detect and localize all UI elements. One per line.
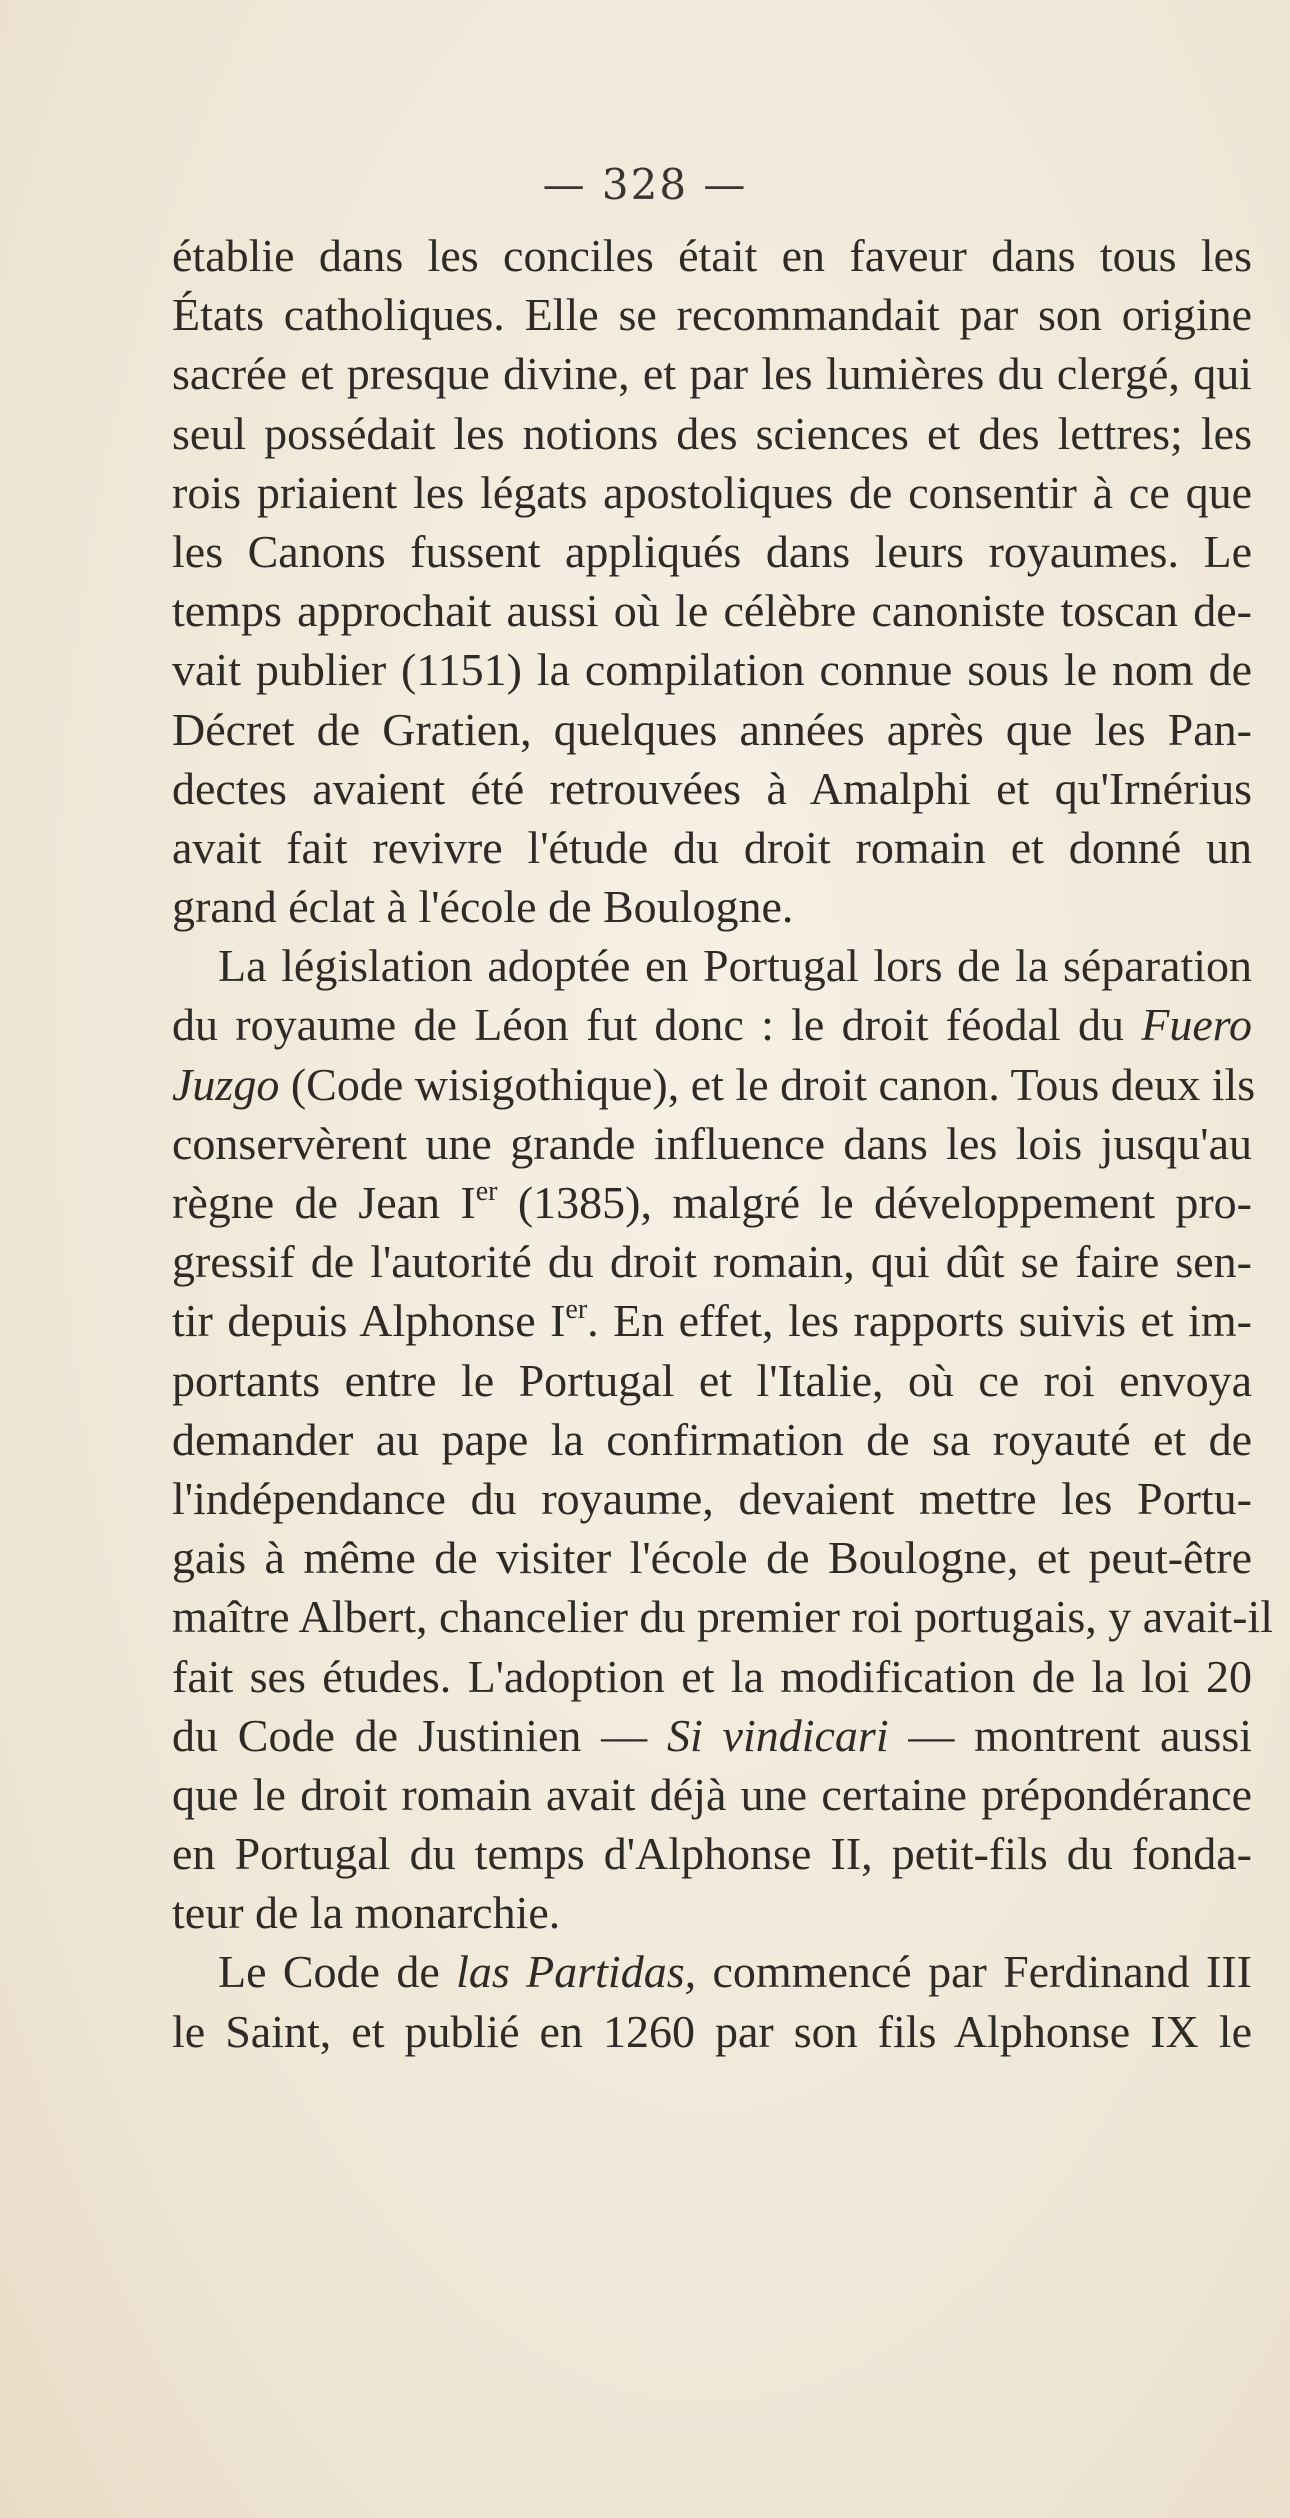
text-line: avait fait revivre l'étude du droit romain et donné un [172, 821, 1252, 873]
italic-term: Juzgo [172, 1058, 280, 1110]
text-line [172, 1706, 1252, 1765]
text-line: sacrée et presque divine, et par les lumières du clergé, qui [172, 348, 1252, 400]
text-line: dectes avaient été retrouvées à Amalphi et qu'Irnérius [172, 762, 1252, 814]
text-line: États catholiques. Elle se recommandait par son origine [172, 289, 1252, 341]
italic-term: Fuero [1141, 999, 1252, 1051]
text-line: en Portugal du temps d'Alphonse II, petit-fils du fonda- [172, 1828, 1252, 1880]
text-line [172, 1055, 1256, 1114]
text-line [172, 1291, 1252, 1350]
text-line [172, 1173, 1252, 1232]
page-body [172, 226, 1274, 2061]
italic-term: Si vindicari [666, 1709, 889, 1761]
superscript: er [565, 1294, 588, 1326]
text-segment: tir depuis Alphonse I [172, 1295, 566, 1347]
text-line: fait ses études. L'adoption et la modification de la loi 20 [172, 1650, 1252, 1702]
text-line: seul possédait les notions des sciences et des lettres; les [172, 407, 1252, 459]
text-segment: Le Code de [218, 1946, 457, 1998]
text-line: gressif de l'autorité du droit romain, qui dût se faire sen- [172, 1236, 1252, 1288]
text-line: établie dans les conciles était en faveur dans tous les [172, 230, 1252, 281]
text-segment: du royaume de Léon fut donc : le droit féodal du [172, 999, 1142, 1051]
text-line: teur de la monarchie. [172, 1887, 561, 1939]
text-line: vait publier (1151) la compilation connue sous le nom de [172, 644, 1252, 696]
paragraph-3 [172, 1942, 1252, 2060]
text-line: rois priaient les légats apostoliques de consentir à ce que [172, 466, 1252, 518]
text-segment: commencé par Ferdinand III [696, 1946, 1252, 1998]
paragraph-2 [172, 936, 1274, 1942]
text-line: conservèrent une grande influence dans les lois jusqu'au [172, 1117, 1252, 1169]
text-line [172, 1942, 1252, 2001]
text-line: demander au pape la confirmation de sa royauté et de [172, 1413, 1252, 1465]
italic-term: las Partidas, [456, 1946, 697, 1998]
text-line: La législation adoptée en Portugal lors de la séparation [218, 940, 1252, 992]
text-line: grand éclat à l'école de Boulogne. [172, 881, 794, 933]
text-line: les Canons fussent appliqués dans leurs royaumes. Le [172, 525, 1252, 577]
text-segment: règne de Jean I [172, 1177, 476, 1228]
text-segment: (Code wisigothique), et le droit canon. Tous deux ils [279, 1058, 1256, 1110]
text-line: l'indépendance du royaume, devaient mettre les Portu- [172, 1472, 1252, 1524]
text-line: maître Albert, chancelier du premier roi portugais, y avait-il [172, 1591, 1274, 1643]
paragraph-1 [172, 226, 1252, 936]
text-segment: du Code de Justinien — [172, 1709, 667, 1761]
text-line: gais à même de visiter l'école de Boulogne, et peut-être [172, 1532, 1252, 1584]
text-line: Décret de Gratien, quelques années après que les Pan- [172, 703, 1252, 755]
page-number: — 328 — [542, 160, 748, 209]
text-segment: — montrent aussi [888, 1709, 1253, 1761]
text-line [172, 995, 1252, 1054]
text-line: temps approchait aussi où le célèbre canoniste toscan de- [172, 585, 1252, 637]
text-line: le Saint, et publié en 1260 par son fils Alphonse IX le [172, 2005, 1252, 2057]
text-line: que le droit romain avait déjà une certaine prépondérance [172, 1768, 1252, 1820]
text-segment: . En effet, les rapports suivis et im- [587, 1295, 1252, 1347]
text-segment: (1385), malgré le développement pro- [497, 1177, 1252, 1228]
superscript: er [475, 1176, 498, 1207]
text-line: portants entre le Portugal et l'Italie, où ce roi envoya [172, 1354, 1252, 1406]
